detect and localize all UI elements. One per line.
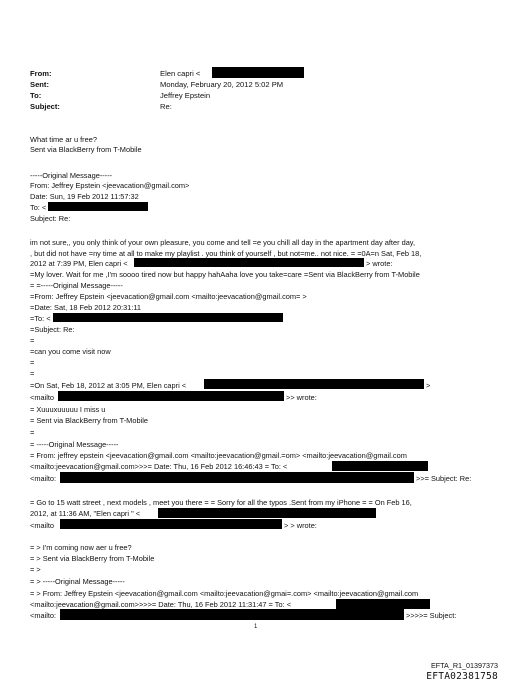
body-line: <mailto: — [30, 474, 57, 483]
body-line: -----Original Message----- — [30, 171, 113, 180]
body-line: 2012 at 7:39 PM, Elen capri < — [30, 259, 128, 268]
body-line: > > wrote: — [284, 521, 317, 530]
body-line: =My lover. Wait for me ,I'm soooo tired now but happy hahAaha love you take=care =Sent via BlackBerry from T-Mobile — [30, 270, 420, 279]
body-line: = Sent via BlackBerry from T-Mobile — [30, 416, 148, 425]
body-line: =On Sat, Feb 18, 2012 at 3:05 PM, Elen capri < — [30, 381, 187, 390]
from-value: Elen capri < — [160, 69, 201, 78]
redaction-bar — [48, 202, 148, 211]
body-line: = > From: Jeffrey Epstein <jeevacation@gmail.com <mailto:jeevacation@gmai=.com> <mailto:jeevacation@gmail.com — [30, 589, 419, 598]
redaction-bar — [60, 519, 282, 529]
body-line: What time ar u free? — [30, 135, 97, 144]
body-line: >>>>= Subject: — [406, 611, 457, 620]
body-line: = > -----Original Message----- — [30, 577, 125, 586]
bates-number-secondary: EFTA02381758 — [426, 671, 498, 682]
body-line: = — [30, 358, 35, 367]
body-line: > wrote: — [366, 259, 393, 268]
body-line: >> wrote: — [286, 393, 317, 402]
subject-label: Subject: — [30, 102, 60, 111]
to-label: To: — [30, 91, 42, 100]
body-line: From: Jeffrey Epstein <jeevacation@gmail.com> — [30, 181, 190, 190]
body-line: , but did not have =ny time at all to make my playlist . you think of yourself , but not=me.. not nice. = =0A=n Sat, Feb 18, — [30, 249, 422, 258]
subject-value: Re: — [160, 102, 172, 111]
redaction-bar — [134, 258, 364, 267]
body-line: = — [30, 369, 35, 378]
body-line: =Subject: Re: — [30, 325, 75, 334]
body-line: =From: Jeffrey Epstein <jeevacation@gmail.com <mailto:jeevacation@gmail.com= > — [30, 292, 307, 301]
body-line: <mailto: — [30, 611, 57, 620]
redaction-bar — [158, 508, 376, 518]
body-line: > — [426, 381, 431, 390]
redaction-bar — [60, 472, 414, 483]
body-line: <mailto:jeevacation@gmail.com>>>>= Date: Thu, 16 Feb 2012 11:31:47 = To: < — [30, 600, 292, 609]
body-line: <mailto — [30, 393, 55, 402]
body-line: 2012, at 11:36 AM, "Elen capri " < — [30, 509, 141, 518]
sent-value: Monday, February 20, 2012 5:02 PM — [160, 80, 284, 89]
redaction-bar — [336, 599, 430, 609]
body-line: <mailto:jeevacation@gmail.com>>>= Date: Thu, 16 Feb 2012 16:46:43 = To: < — [30, 462, 288, 471]
redaction-bar — [332, 461, 428, 471]
body-line: = > Sent via BlackBerry from T-Mobile — [30, 554, 155, 563]
body-line: = > I'm coming now aer u free? — [30, 543, 132, 552]
body-line: = — [30, 428, 35, 437]
body-line: = Go to 15 watt street , next models , meet you there = = Sorry for all the typos .Sent from my iPhone = = On Feb 16, — [30, 498, 412, 507]
body-line: = From: jeffrey epstein <jeevacation@gmail.com <mailto:jeevacation@gmail.=om> <mailto:jeevacation@gmail.com — [30, 451, 407, 460]
body-line: To: < — [30, 203, 47, 212]
body-line: = -----Original Message----- — [30, 440, 119, 449]
body-line: Date: Sun, 19 Feb 2012 11:57:32 — [30, 192, 139, 201]
body-line: Subject: Re: — [30, 214, 71, 223]
redaction-bar — [58, 391, 284, 401]
body-line: =To: < — [30, 314, 51, 323]
sent-label: Sent: — [30, 80, 49, 89]
from-label: From: — [30, 69, 52, 78]
bates-number-primary: EFTA_R1_01397373 — [431, 661, 498, 670]
page-number: 1 — [254, 624, 258, 630]
body-line: = =-----Original Message----- — [30, 281, 123, 290]
body-line: >>= Subject: Re: — [416, 474, 472, 483]
to-value: Jeffrey Epstein — [160, 91, 211, 100]
body-line: =Date: Sat, 18 Feb 2012 20:31:11 — [30, 303, 142, 312]
body-line: = Xuuuxuuuuu I miss u — [30, 405, 106, 414]
body-line: = — [30, 336, 35, 345]
redaction-bar — [204, 379, 424, 389]
body-line: =can you come visit now — [30, 347, 111, 356]
redaction-bar — [212, 67, 304, 78]
redaction-bar — [60, 609, 404, 620]
body-line: = > — [30, 565, 41, 574]
redaction-bar — [53, 313, 283, 322]
body-line: Sent via BlackBerry from T-Mobile — [30, 145, 142, 154]
body-line: im not sure,, you only think of your own pleasure, you come and tell =e you chill all day in the apartment day after day, — [30, 238, 416, 247]
body-line: <mailto — [30, 521, 55, 530]
